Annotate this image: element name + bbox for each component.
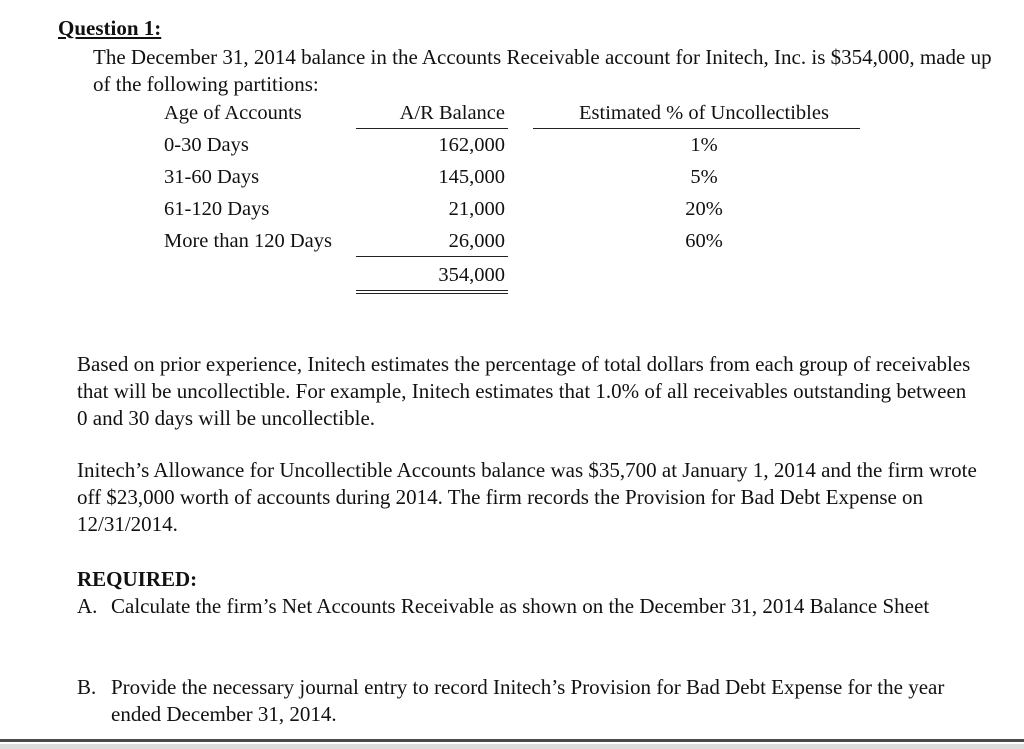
row-balance: 145,000 (438, 166, 505, 188)
question-title: Question 1: (58, 16, 162, 40)
row-balance: 21,000 (448, 198, 505, 220)
page-bottom-edge (0, 736, 1024, 749)
required-item-letter: B. (77, 675, 97, 699)
cutoff-shadow (0, 744, 1024, 749)
row-age: More than 120 Days (164, 230, 332, 252)
row-pct: 20% (685, 198, 723, 220)
required-item-text: Calculate the firm’s Net Accounts Receivable as shown on the December 31, 2014 Balance Sheet (111, 594, 930, 618)
cutoff-text-line (0, 739, 1024, 742)
subtotal-underline (356, 256, 508, 257)
paragraph-allowance: Initech’s Allowance for Uncollectible Accounts balance was $35,700 at January 1, 2014 and the firm wrote off $23,000 worth of accounts during 2014. The firm records the Provision for Bad Debt Expense on 12/31/2014. (77, 458, 977, 536)
header-pct: Estimated % of Uncollectibles (579, 102, 829, 124)
required-item-text: Provide the necessary journal entry to record Initech’s Provision for Bad Debt Expense for the year ended December 31, 2014. (111, 675, 945, 726)
row-balance: 26,000 (448, 230, 505, 252)
header-balance: A/R Balance (399, 102, 505, 124)
row-age: 31-60 Days (164, 166, 260, 188)
question-intro: The December 31, 2014 balance in the Accounts Receivable account for Initech, Inc. is $354,000, made up of the following partitions: (93, 45, 992, 96)
required-title: REQUIRED: (77, 567, 198, 591)
total-balance: 354,000 (438, 264, 505, 286)
header-underline-pct (533, 128, 860, 129)
row-pct: 5% (690, 166, 718, 188)
row-age: 61-120 Days (164, 198, 270, 220)
header-age: Age of Accounts (164, 102, 302, 124)
required-item-letter: A. (77, 594, 98, 618)
header-underline-balance (356, 128, 508, 129)
row-pct: 1% (690, 134, 718, 156)
paragraph-estimates: Based on prior experience, Initech estimates the percentage of total dollars from each group of receivables that will be uncollectible. For example, Initech estimates that 1.0% of all receivables outstanding between 0 and 30 days will be uncollectible. (77, 352, 971, 430)
total-double-underline-top (356, 290, 508, 291)
total-double-underline-bottom (356, 293, 508, 294)
row-age: 0-30 Days (164, 134, 249, 156)
row-balance: 162,000 (438, 134, 505, 156)
row-pct: 60% (685, 230, 723, 252)
